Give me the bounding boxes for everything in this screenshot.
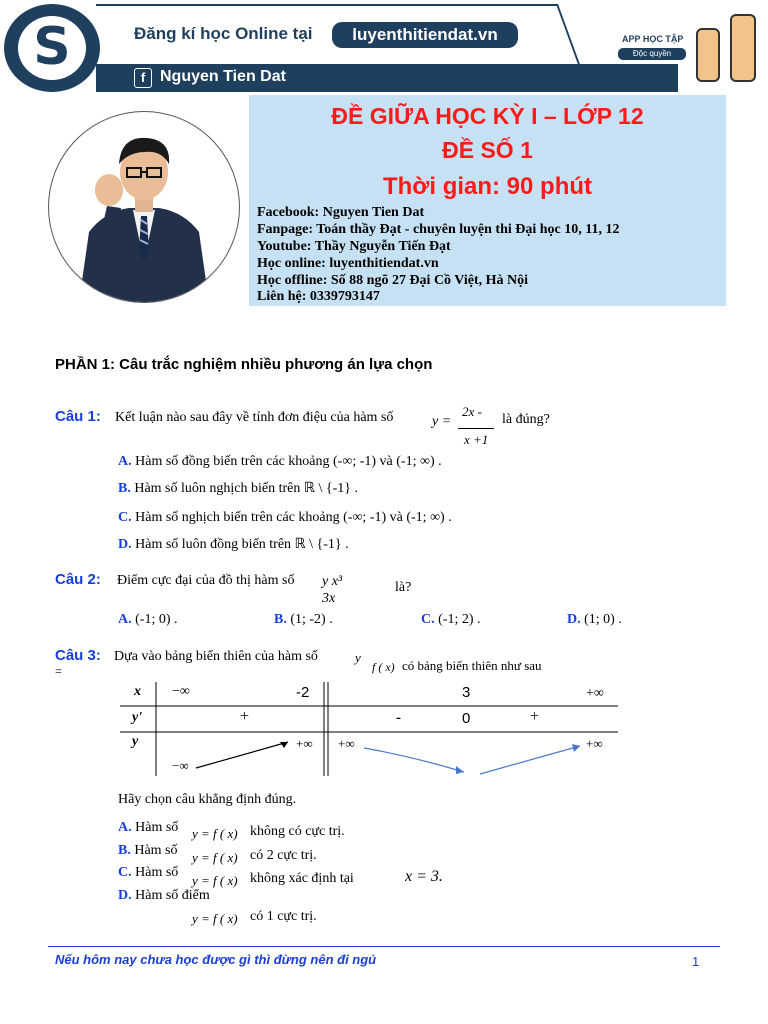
q3-function-y: y [355, 650, 361, 665]
q2-function-line1: y x³ [322, 574, 343, 589]
contact-info-item [257, 205, 424, 221]
table-y-value: +∞ [296, 736, 313, 751]
question-1-suffix: là đúng? [502, 412, 550, 427]
table-y-value: +∞ [338, 736, 355, 751]
contact-info-text: Youtube: Thầy Nguyễn Tiến Đạt [257, 239, 451, 254]
q1-option-c[interactable]: C. Hàm số nghịch biến trên các khoảng (-∞; -1) và (-1; ∞) . [118, 510, 452, 525]
contact-info-text: Facebook: Nguyen Tien Dat [257, 205, 425, 220]
contact-info-text: Fanpage: Toán thầy Đạt - chuyên luyện thi Đại học 10, 11, 12 [257, 222, 620, 237]
table-dy-sign: + [240, 708, 250, 725]
contact-info-text: Học online: luyenthitiendat.vn [257, 256, 439, 271]
banner-site-link[interactable]: luyenthitiendat.vn [332, 22, 518, 48]
facebook-name[interactable]: Nguyen Tien Dat [160, 68, 286, 85]
app-label: APP HỌC TẬP [622, 34, 684, 44]
q3-option-b[interactable]: B. Hàm số [118, 843, 178, 858]
q1-option-b[interactable]: B. Hàm số luôn nghịch biến trên ℝ \ {-1} . [118, 481, 358, 496]
facebook-icon: f [134, 68, 152, 88]
question-1-text: Kết luận nào sau đây về tính đơn điệu của hàm số [115, 410, 394, 425]
q3-option-c-function: y = f ( x) [192, 873, 238, 888]
exam-duration: Thời gian: 90 phút [382, 173, 593, 200]
q1-function-numerator: 2x - [462, 404, 482, 419]
exam-title: ĐỀ GIỮA HỌC KỲ I – LỚP 12 [331, 103, 644, 129]
teacher-portrait [48, 111, 240, 303]
q2-option-b[interactable]: B. (1; -2) . [274, 612, 333, 627]
contact-info-item [257, 289, 380, 305]
banner-top-line [96, 4, 558, 6]
table-x-value: -2 [296, 684, 310, 701]
banner-tagline: Đăng kí học Online tại [134, 24, 313, 43]
table-x-value: +∞ [586, 686, 604, 701]
question-3-suffix: có bảng biến thiên như sau [402, 658, 542, 673]
q3-option-c-extra: x = 3. [405, 868, 443, 885]
table-dy-zero: 0 [462, 710, 471, 727]
page-number: 1 [692, 954, 700, 969]
q3-function-fx: f ( x) [372, 660, 395, 674]
table-head-dy: y' [132, 710, 143, 725]
question-3-label-extra: = [55, 664, 62, 678]
contact-info-item [257, 239, 451, 255]
table-x-value: −∞ [172, 684, 190, 699]
q3-option-c-tail: không xác định tại [250, 871, 354, 886]
contact-info-text: Học offline: Số 88 ngõ 27 Đại Cồ Việt, Hà Nội [257, 273, 529, 288]
q2-function-line2: 3x [322, 591, 336, 606]
exam-title-box [249, 95, 726, 306]
q3-option-b-function: y = f ( x) [192, 850, 238, 865]
contact-info-item [257, 256, 439, 272]
q3-option-d-function: y = f ( x) [192, 911, 238, 926]
banner-divider [556, 4, 581, 68]
q1-function-lhs: y = [432, 414, 452, 429]
question-1-label: Câu 1: [55, 408, 101, 425]
exam-number: ĐỀ SỐ 1 [442, 137, 533, 163]
contact-info-text: Liên hệ: 0339793147 [257, 289, 380, 304]
contact-info-item [257, 222, 620, 238]
header-banner [0, 0, 768, 96]
table-dy-sign: - [396, 710, 401, 726]
question-3-text: Dựa vào bảng biến thiên của hàm số [114, 649, 318, 664]
question-2-label: Câu 2: [55, 571, 101, 588]
q3-option-a-tail: không có cực trị. [250, 824, 345, 839]
table-head-y: y [132, 734, 139, 749]
q1-option-d[interactable]: D. Hàm số luôn đồng biến trên ℝ \ {-1} . [118, 537, 349, 552]
contact-info-item [257, 273, 528, 289]
question-3-label: Câu 3: [55, 647, 101, 664]
app-badge: Độc quyền [618, 48, 686, 60]
q3-option-a-function: y = f ( x) [192, 826, 238, 841]
q1-option-a[interactable]: A. Hàm số đồng biến trên các khoảng (-∞; -1) và (-1; ∞) . [118, 454, 442, 469]
question-2-text: Điểm cực đại của đồ thị hàm số [117, 573, 295, 588]
table-y-value: +∞ [586, 736, 603, 751]
q1-function-denominator: x +1 [464, 432, 489, 447]
question-3-prompt: Hãy chọn câu khẳng định đúng. [118, 792, 297, 807]
logo-letter: S [33, 17, 71, 77]
phone-icon [730, 14, 756, 82]
q3-option-a[interactable]: A. Hàm số [118, 820, 179, 835]
fraction-bar [458, 428, 494, 429]
table-head-x: x [134, 684, 141, 699]
q3-option-c[interactable]: C. Hàm số [118, 865, 179, 880]
q2-option-d[interactable]: D. (1; 0) . [567, 612, 622, 627]
footer-divider [48, 946, 720, 947]
q3-option-d[interactable]: D. Hàm số điểm [118, 888, 210, 903]
section-title: PHẦN 1: Câu trắc nghiệm nhiều phương án lựa chọn [55, 356, 433, 373]
footer-quote: Nếu hôm nay chưa học được gì thì đừng nên đi ngủ [55, 952, 377, 967]
q2-option-c[interactable]: C. (-1; 2) . [421, 612, 481, 627]
phone-icon [696, 28, 720, 82]
q3-option-b-tail: có 2 cực trị. [250, 848, 317, 863]
table-y-value: −∞ [172, 758, 189, 773]
variation-table [120, 682, 618, 778]
table-x-value: 3 [462, 684, 471, 701]
q3-option-d-tail: có 1 cực trị. [250, 909, 317, 924]
q2-option-a[interactable]: A. (-1; 0) . [118, 612, 178, 627]
table-dy-sign: + [530, 708, 540, 725]
question-2-suffix: là? [395, 580, 412, 595]
